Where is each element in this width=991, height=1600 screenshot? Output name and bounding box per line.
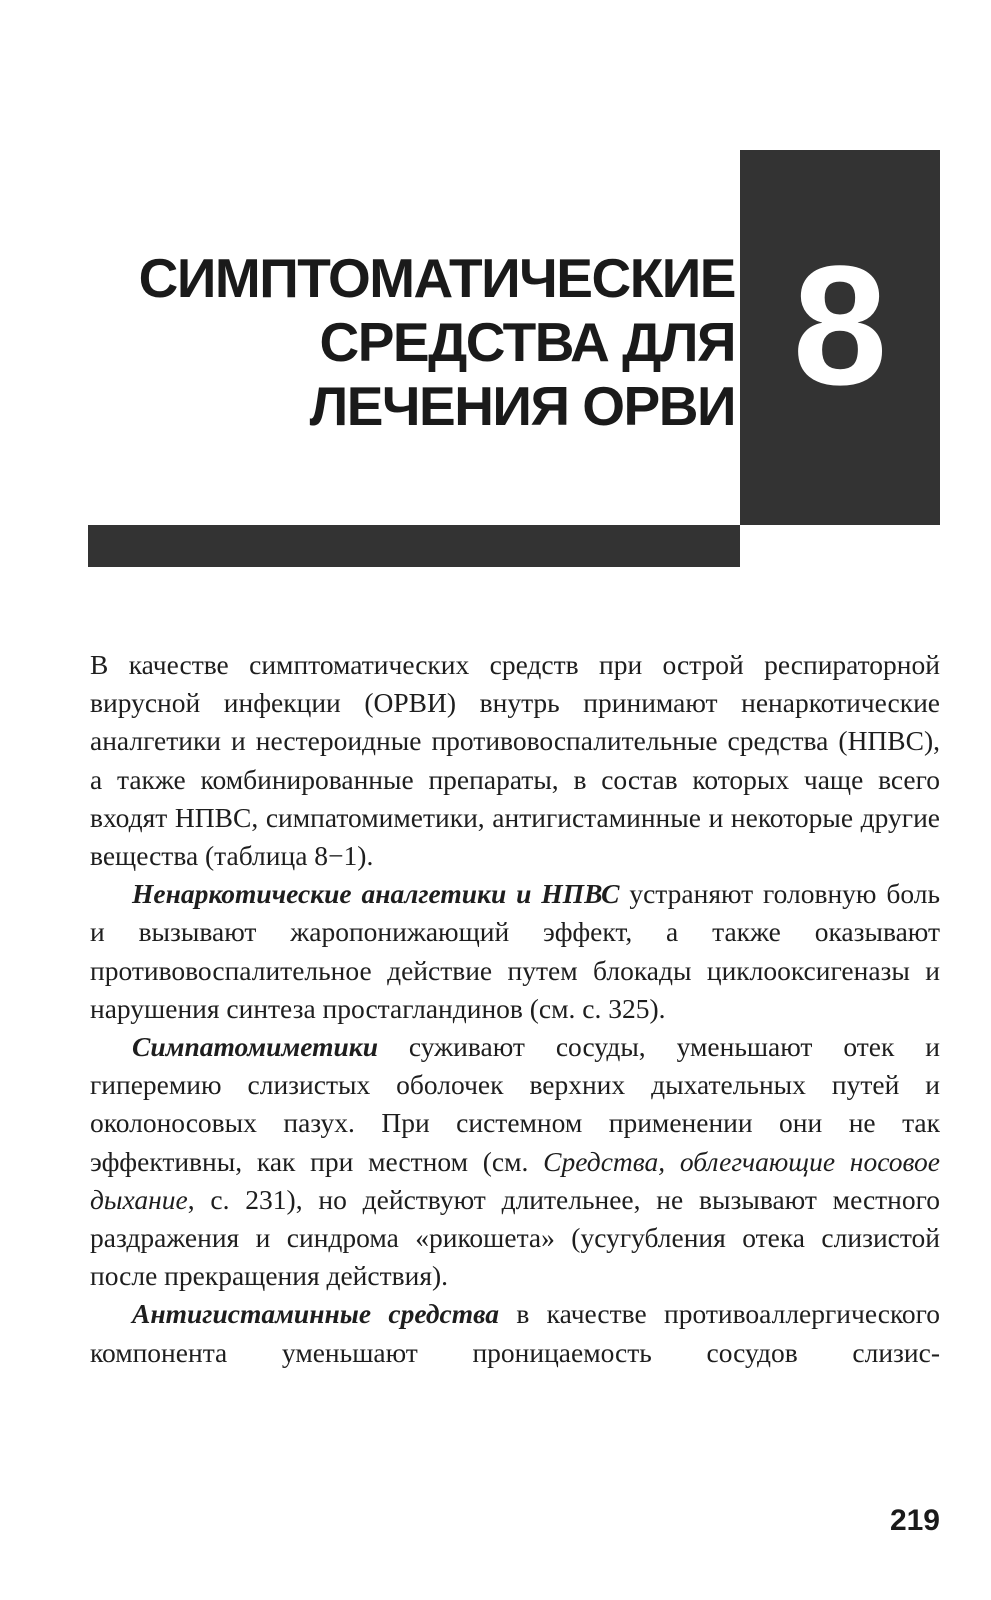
chapter-title-line-1: СИМПТОМАТИЧЕСКИЕ (138, 247, 735, 309)
chapter-title-line-3: ЛЕЧЕНИЯ ОРВИ (309, 375, 735, 437)
title-underline-bar (88, 525, 740, 567)
chapter-number-block (740, 150, 940, 525)
paragraph-sympathomimetics-text-a: суживают сосуды, уменьшают отек и гиперемию слизистых оболочек верхних дыхательных путей и околоносовых пазух. При системном применении они не так эффективны, как при местном (см. (90, 1031, 940, 1177)
body-text (90, 646, 940, 1372)
page-number: 219 (889, 1504, 940, 1537)
paragraph-sympathomimetics (90, 1028, 940, 1295)
paragraph-sympathomimetics-text-b: , с. 231), но действуют длительнее, не вызывают местного раздражения и синдрома «рикошета» (усугубления отека слизистой после прекращения действия). (90, 1183, 940, 1292)
paragraph-analgesics-text: устраняют головную боль и вызывают жаропонижающий эффект, а также оказывают противовоспалительное действие путем блокады циклооксигеназы и нарушения синтеза простагландинов (см. с. 325). (90, 878, 940, 1024)
chapter-number: 8 (792, 230, 888, 421)
paragraph-antihistamines-term: Антигистаминные средства (132, 1298, 499, 1330)
paragraph-antihistamines (90, 1295, 940, 1371)
paragraph-analgesics (90, 875, 940, 1028)
cross-reference: Средства, облегчающие носовое дыхание (90, 1145, 940, 1215)
paragraph-intro (90, 646, 940, 875)
paragraph-sympathomimetics-term: Симпатомиметики (132, 1031, 378, 1063)
paragraph-intro-text: В качестве симптоматических средств при острой респираторной вирусной инфекции (ОРВИ) внутрь принимают ненаркотические аналгетики и нестероидные противовоспалительные средства (НПВС), а также комбинированные препараты, в состав которых чаще всего входят НПВС, симпатомиметики, антигистаминные и некоторые другие вещества (таблица 8−1). (90, 649, 940, 872)
chapter-title-line-2: СРЕДСТВА ДЛЯ (319, 311, 735, 373)
chapter-title (139, 246, 735, 438)
paragraph-antihistamines-text: в качестве противоаллергического компонента уменьшают проницаемость сосудов слизис- (90, 1298, 940, 1368)
paragraph-analgesics-term: Ненаркотические аналгетики и НПВС (132, 878, 620, 910)
